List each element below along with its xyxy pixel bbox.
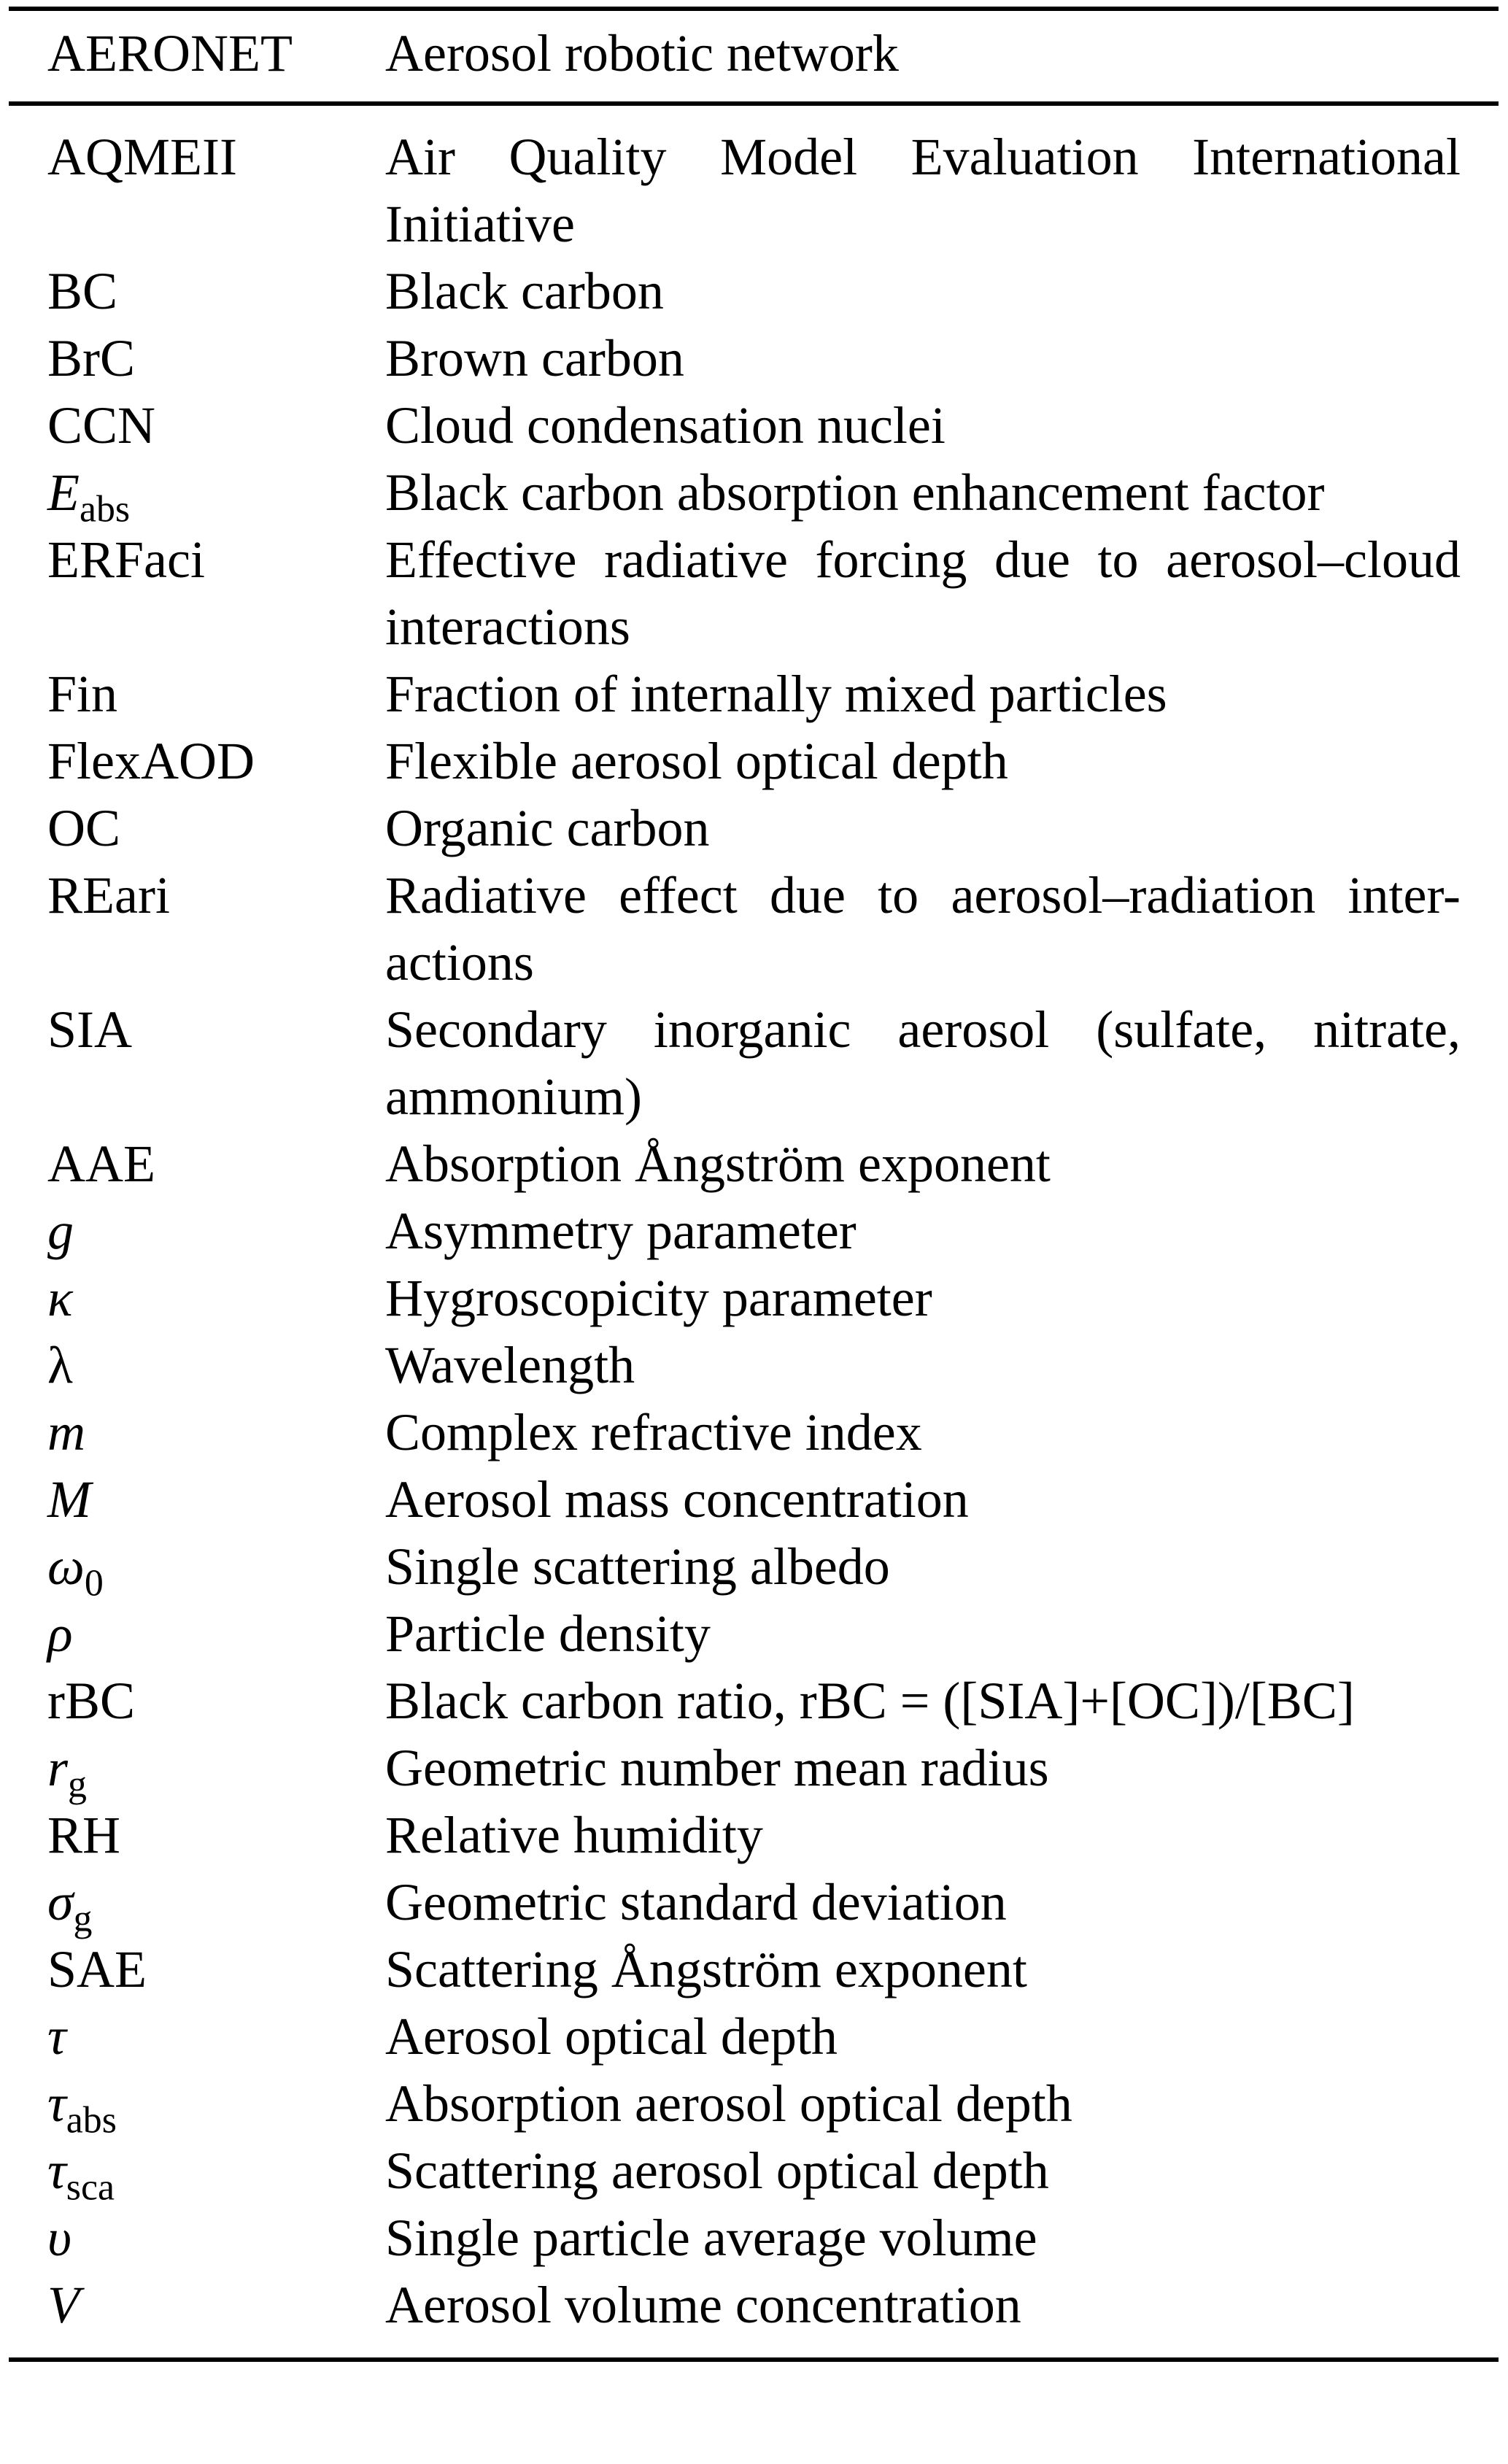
row-symbol [9,862,385,996]
symbol-subscript: g [68,1764,87,1806]
table-row [9,660,1499,727]
row-description: Brown carbon [385,329,684,387]
row-symbol [9,1332,385,1399]
row-symbol [9,1667,385,1734]
table-row [9,325,1499,392]
table-row [9,2003,1499,2070]
row-symbol [9,392,385,459]
row-description: Geometric standard deviation [385,1873,1007,1931]
symbol-text: Fin [47,665,118,723]
row-symbol [9,1801,385,1869]
header-row [9,11,1499,101]
symbol-text: V [47,2276,80,2334]
symbol-subscript: abs [79,488,131,530]
row-description: Scattering aerosol optical depth [385,2141,1049,2200]
row-symbol [9,2070,385,2141]
table-row [9,1734,1499,1806]
row-description: Geometric number mean radius [385,1739,1049,1797]
header-description: Aerosol robotic network [385,24,899,82]
row-description: Radiative effect due to aerosol–radiation inter-actions [385,866,1461,992]
symbol-subscript: g [73,1898,93,1940]
row-description: Secondary inorganic aerosol (sulfate, nitrate, ammonium) [385,1000,1461,1126]
row-description: Asymmetry parameter [385,1202,857,1260]
row-symbol [9,1466,385,1533]
row-description: Aerosol volume concentration [385,2276,1021,2334]
symbol-text: REari [47,866,170,924]
row-symbol [9,660,385,727]
row-description: Relative humidity [385,1806,763,1864]
row-symbol [9,325,385,392]
table-row [9,1667,1499,1734]
table-row [9,1936,1499,2003]
symbol-text: τ [47,2141,66,2200]
table-row [9,526,1499,660]
row-description: Absorption Ångström exponent [385,1135,1051,1193]
table-row [9,2137,1499,2209]
row-description: Wavelength [385,1336,635,1394]
table-row [9,862,1499,996]
row-symbol [9,795,385,862]
row-symbol [9,1130,385,1197]
table-row [9,1264,1499,1332]
row-symbol [9,996,385,1130]
symbol-text: FlexAOD [47,732,255,790]
symbol-text: λ [47,1336,73,1394]
table-row [9,1332,1499,1399]
symbol-text: σ [47,1873,74,1931]
row-description: Effective radiative forcing due to aerosol–cloud interactions [385,530,1461,656]
symbol-text: E [47,463,80,522]
row-description: Scattering Ångström exponent [385,1940,1027,1998]
row-description: Single particle average volume [385,2209,1037,2267]
table-body [9,106,1499,2357]
header-symbol: AERONET [47,24,293,82]
symbol-text: BrC [47,329,136,387]
symbol-text: m [47,1403,85,1461]
symbol-text: OC [47,799,121,857]
row-symbol [9,1197,385,1264]
row-description: Black carbon ratio, rBC = ([SIA]+[OC])/[BC] [385,1672,1355,1730]
symbol-text: BC [47,262,118,320]
symbol-text: τ [47,2074,66,2133]
row-description: Aerosol optical depth [385,2007,838,2066]
symbol-text: υ [47,2209,72,2267]
symbol-text: τ [47,2007,66,2066]
table-row [9,2271,1499,2339]
row-symbol [9,2204,385,2271]
row-description: Black carbon absorption enhancement factor [385,463,1325,522]
symbol-text: CCN [47,396,156,455]
row-description: Complex refractive index [385,1403,922,1461]
symbol-text: ERFaci [47,530,205,589]
table-row [9,2070,1499,2141]
symbol-subscript: abs [66,2099,117,2141]
symbol-text: SIA [47,1000,133,1059]
row-symbol [9,526,385,660]
bottom-rule [9,2357,1499,2362]
row-symbol [9,1533,385,1604]
row-symbol [9,1734,385,1806]
row-description: Fraction of internally mixed particles [385,665,1167,723]
table-row [9,1197,1499,1264]
symbol-text: AAE [47,1135,155,1193]
symbol-text: ω [47,1537,85,1596]
row-symbol [9,2137,385,2209]
table-row [9,727,1499,795]
table-row [9,258,1499,325]
symbol-text: M [47,1470,91,1529]
symbol-text: g [47,1202,74,1260]
table-row [9,392,1499,459]
row-symbol [9,1600,385,1667]
row-symbol [9,123,385,258]
row-description: Absorption aerosol optical depth [385,2074,1072,2133]
table-row [9,1533,1499,1604]
row-symbol [9,1399,385,1466]
table-row [9,1130,1499,1197]
table-row [9,1466,1499,1533]
row-symbol [9,459,385,530]
symbol-text: AQMEII [47,128,237,186]
table-row [9,1869,1499,1940]
symbol-text: κ [47,1269,73,1327]
table-row [9,1600,1499,1667]
row-description: Air Quality Model Evaluation International Initiative [385,128,1461,253]
row-description: Particle density [385,1604,711,1663]
row-description: Flexible aerosol optical depth [385,732,1008,790]
row-description: Hygroscopicity parameter [385,1269,932,1327]
row-symbol [9,1264,385,1332]
row-description: Aerosol mass concentration [385,1470,969,1529]
table-row [9,2204,1499,2271]
row-symbol [9,727,385,795]
table-row [9,795,1499,862]
table-row [9,1399,1499,1466]
row-symbol [9,2271,385,2339]
row-description: Single scattering albedo [385,1537,890,1596]
symbol-text: SAE [47,1940,147,1998]
row-symbol [9,2003,385,2070]
table-row [9,123,1499,258]
row-symbol [9,1936,385,2003]
symbol-text: rBC [47,1672,136,1730]
row-description: Organic carbon [385,799,710,857]
abbreviations-table [9,7,1499,2362]
row-symbol [9,1869,385,1940]
row-symbol [9,258,385,325]
symbol-text: r [47,1739,69,1797]
symbol-text: ρ [47,1604,73,1663]
symbol-text: RH [47,1806,121,1864]
symbol-subscript: sca [66,2166,115,2209]
row-description: Cloud condensation nuclei [385,396,946,455]
table-row [9,996,1499,1130]
symbol-subscript: 0 [84,1562,104,1604]
table-row [9,459,1499,530]
table-row [9,1801,1499,1869]
row-description: Black carbon [385,262,664,320]
